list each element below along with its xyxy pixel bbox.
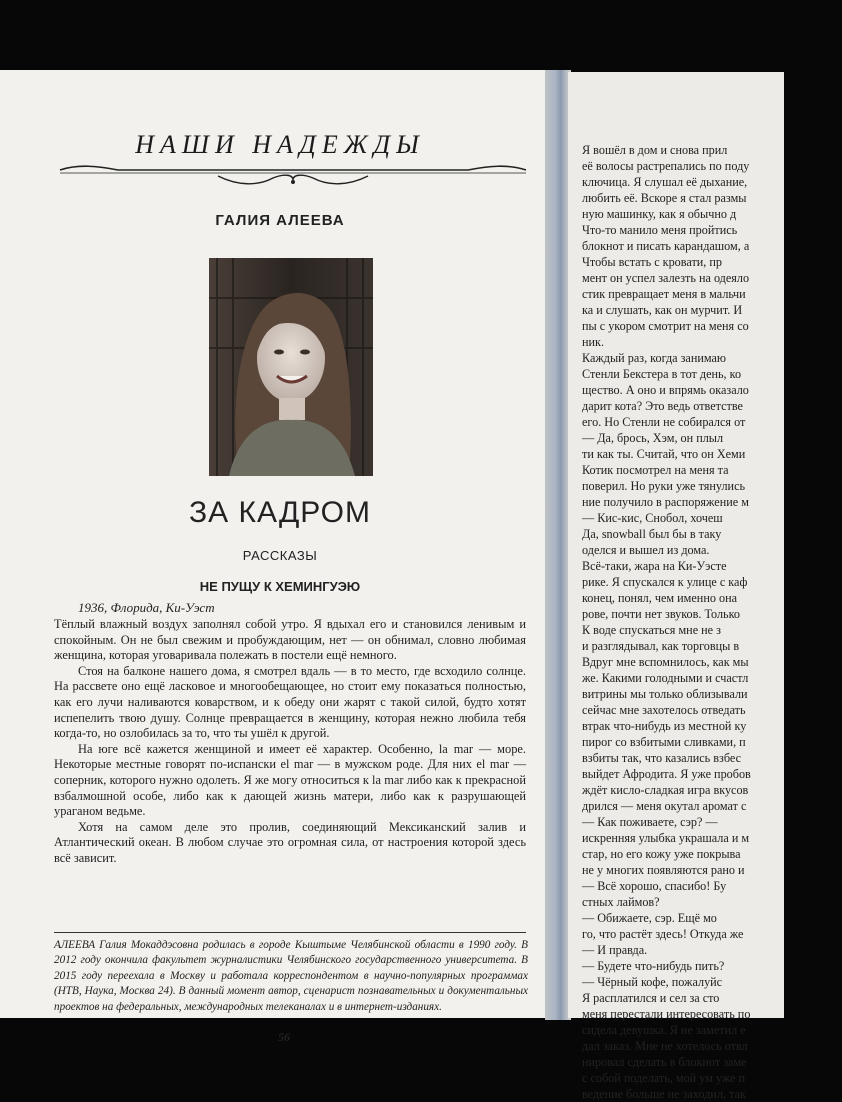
text-line: витрины мы только облизывали (582, 687, 748, 701)
text-line: Каждый раз, когда занимаю (582, 351, 727, 365)
section-title: НАШИ НАДЕЖДЫ (135, 130, 425, 159)
text-line: дарит кота? Это ведь ответстве (582, 399, 743, 413)
author-photo (209, 258, 373, 476)
text-line: К воде спускаться мне не з (582, 623, 721, 637)
text-line: — Будете что-нибудь пить? (582, 959, 725, 973)
text-line: — Как поживаете, сэр? — (582, 815, 718, 829)
text-line: щество. А оно и впрямь оказало (582, 383, 749, 397)
text-line: ключица. Я слушал её дыхание, (582, 175, 748, 189)
author-bio: АЛЕЕВА Галия Мокаддэсовна родилась в городе Кыштыме Челябинской области в 1990 году. В 2012 году окончила факультет журналистики Челябинского государственного университета. В 2015 году переехала в Москву и работала корреспондентом в научно-популярных программах (НТВ, Наука, Москва 24). В данный момент автор, сценарист познавательных и документальных проектов на федеральных, международных телеканалах и в интернет-изданиях. (54, 939, 528, 1013)
paragraph: На юге всё кажется женщиной и имеет её характер. Особенно, la mar — море. Некоторые местные говорят по-испански el mar — в мужском роде. Для них el mar — соперник, которого нужно одолеть. Я же могу относиться к la mar либо как к прекрасной взбалмошной особе, либо как к дающей жизнь матери, либо как к разрушающей ураганом ведьме. (54, 741, 526, 819)
text-line: рове, почти нет звуков. Только (582, 607, 740, 621)
right-page-text (582, 142, 842, 1102)
text-line: конец, понял, чем именно она (582, 591, 738, 605)
text-line: пирог со взбитыми сливками, п (582, 735, 746, 749)
text-line: Котик посмотрел на меня та (582, 463, 729, 477)
text-line: втрак что-нибудь из местной ку (582, 719, 747, 733)
text-line: сейчас мне захотелось отведать (582, 703, 746, 717)
text-line: стик превращает меня в мальчи (582, 287, 746, 301)
text-line: сидела девушка. Я не заметил е (582, 1023, 746, 1037)
text-line: поверил. Но руки уже тянулись (582, 479, 746, 493)
page-number: 56 (278, 1030, 290, 1044)
right-page (568, 72, 784, 1101)
text-line: мент он успел залезть на одеяло (582, 271, 750, 285)
text-line: Я вошёл в дом и снова прил (582, 143, 728, 157)
paragraph: Стоя на балконе нашего дома, я смотрел вдаль — в то место, где всходило солнце. На рассвете оно ещё ласковое и многообещающее, но стоит ему показаться полностью, как его лучи наливаются коварством, и к обеду они жарят с такой силой, будто хотят испепелить твою душу. Солнце превращается в женщину, которая нежно любила тебя когда-то, но озлобилась за то, что ты ушёл к другой. (54, 663, 526, 741)
text-line: меня перестали интересовать по (582, 1007, 751, 1021)
bio-divider (54, 932, 526, 933)
text-line: ждёт кисло-сладкая игра вкусов (582, 783, 749, 797)
author-name: ГАЛИЯ АЛЕЕВА (215, 212, 345, 229)
text-line: — Кис-кис, Снобол, хочеш (582, 511, 723, 525)
text-line: Чтобы встать с кровати, пр (582, 255, 723, 269)
text-line: блокнот и писать карандашом, а (582, 239, 750, 253)
text-line: дал заказ. Мне не хотелось отвл (582, 1039, 748, 1053)
text-line: его. Но Стенли не собирался от (582, 415, 746, 429)
paragraph: Хотя на самом деле это пролив, соединяющий Мексиканский залив и Атлантический океан. В любом случае это огромная сила, от настроения которой здесь всё зависит. (54, 819, 526, 865)
text-line: её волосы растрепались по поду (582, 159, 750, 173)
text-line: выйдет Афродита. Я уже пробов (582, 767, 751, 781)
text-line: искренняя улыбка украшала и м (582, 831, 750, 845)
text-line: Стенли Бекстера в тот день, ко (582, 367, 742, 381)
text-line: взбиты так, что казались взбес (582, 751, 742, 765)
text-line: ную машинку, как я обычно д (582, 207, 737, 221)
text-line: ние получило в распоряжение м (582, 495, 749, 509)
text-line: Что-то манило меня пройтись (582, 223, 738, 237)
work-title: ЗА КАДРОМ (189, 496, 371, 529)
text-line: — Обижаете, сэр. Ещё мо (582, 911, 717, 925)
text-line: Вдруг мне вспомнилось, как мы (582, 655, 749, 669)
text-line: рике. Я спускался к улице с каф (582, 575, 748, 589)
story-dateline: 1936, Флорида, Ки-Уэст (78, 600, 215, 615)
text-line: го, что растёт здесь! Откуда же (582, 927, 744, 941)
text-line: же. Какими голодными и счастл (582, 671, 749, 685)
text-line: — Всё хорошо, спасибо! Бу (582, 879, 727, 893)
text-line: любить её. Вскоре я стал размы (582, 191, 747, 205)
text-line: ведение больше не заходил, так (582, 1087, 746, 1101)
text-line: с собой поделать, мой ум уже п (582, 1071, 746, 1085)
story-text (54, 617, 526, 867)
paragraph: Тёплый влажный воздух заполнял собой утро. Я вдыхал его и становился ленивым и спокойным. Он не был свежим и пробуждающим, нет — он обнимал, словно любимая женщина, которая уговаривала полежать в постели ещё немного. (54, 617, 526, 663)
text-line: — И правда. (582, 943, 648, 957)
decorative-rule (58, 162, 528, 190)
text-line: — Чёрный кофе, пожалуйс (582, 975, 723, 989)
text-line: Всё-таки, жара на Ки-Уэсте (582, 559, 727, 573)
text-line: дрился — меня окутал аромат с (582, 799, 747, 813)
story-title: НЕ ПУЩУ К ХЕМИНГУЭЮ (199, 579, 361, 594)
left-page (0, 70, 548, 1044)
text-line: не у многих появляются рано и (582, 863, 745, 877)
genre-label: РАССКАЗЫ (242, 548, 318, 563)
text-line: оделся и вышел из дома. (582, 543, 710, 557)
text-line: стар, но его кожу уже покрыва (582, 847, 741, 861)
text-line: ка и слушать, как он мурчит. И (582, 303, 743, 317)
text-line: ти как ты. Считай, что он Хеми (582, 447, 746, 461)
text-line: нировал сделать в блокнот заме (582, 1055, 747, 1069)
text-line: стных лаймов? (582, 895, 660, 909)
text-line: пы с укором смотрит на меня со (582, 319, 749, 333)
text-line: Да, snowball был бы в таку (582, 527, 722, 541)
text-line: — Да, брось, Хэм, он плыл (582, 431, 724, 445)
text-line: и разглядывал, как торговцы в (582, 639, 740, 653)
text-line: ник. (582, 335, 605, 349)
text-line: Я расплатился и сел за сто (582, 991, 720, 1005)
